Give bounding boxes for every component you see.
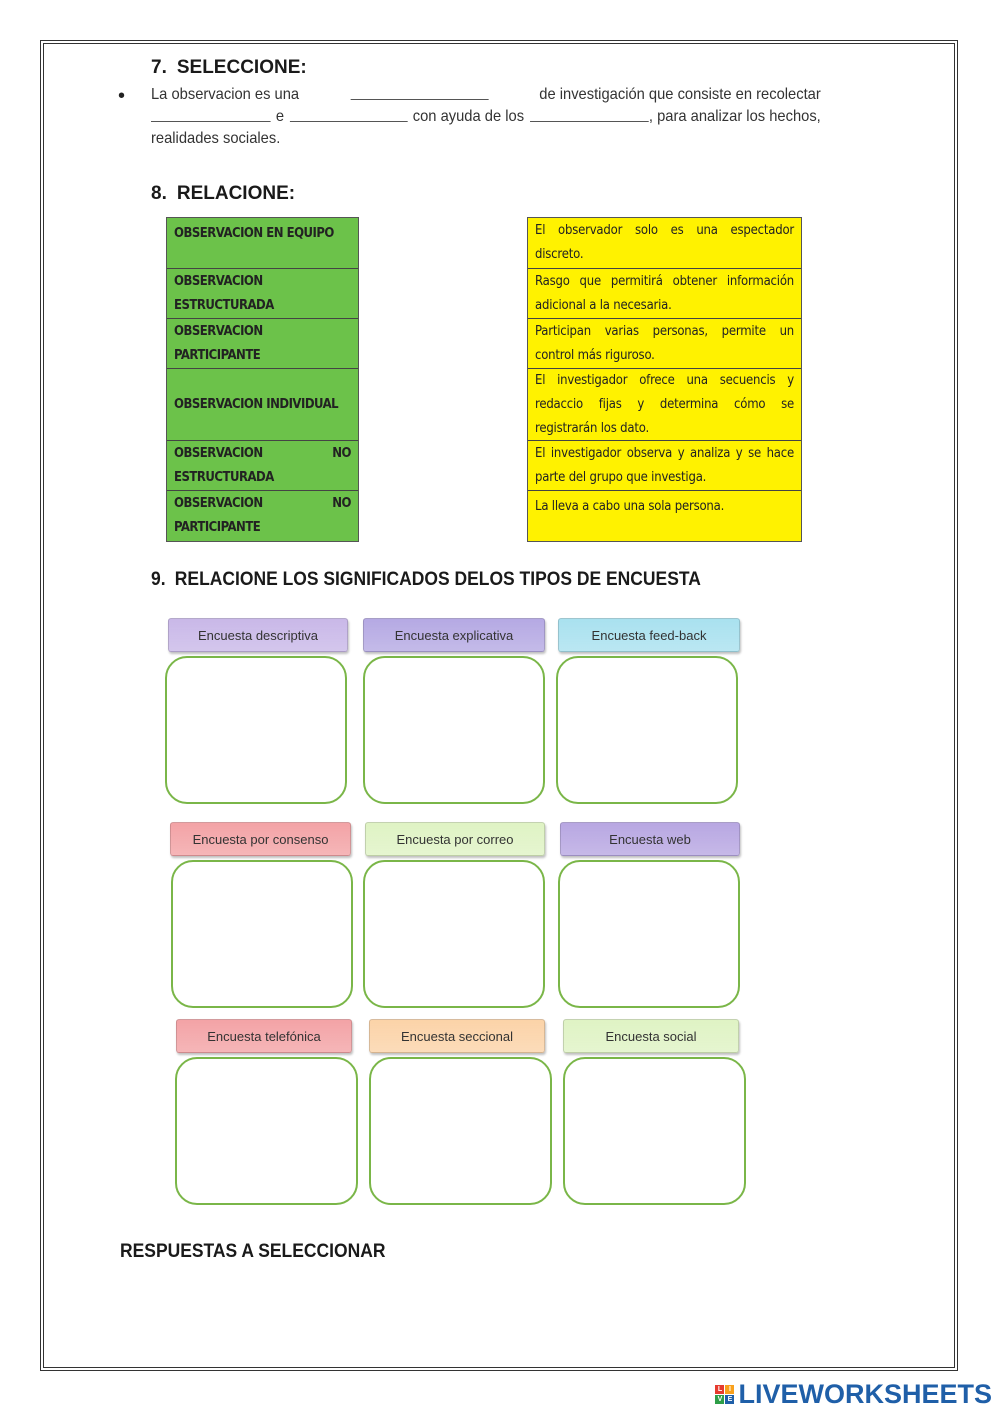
question-9-number: 9. [151, 569, 166, 590]
left-cell[interactable] [167, 319, 358, 369]
q7-text-5: , para analizar los hechos, [648, 108, 821, 125]
question-7-heading: SELECCIONE: [176, 57, 307, 78]
blank-1[interactable] [350, 84, 488, 100]
right-cell[interactable] [528, 319, 801, 369]
blank-2[interactable] [151, 106, 270, 122]
relacione-left-column [166, 217, 359, 542]
answer-box-web[interactable] [558, 860, 740, 1008]
label-text: Encuesta web [609, 831, 691, 847]
right-cell-text: El observador solo es una espectador discreto. [535, 223, 794, 262]
q7-text-6: realidades sociales. [151, 130, 281, 147]
logo-letter: V [715, 1395, 724, 1404]
logo-letter: I [725, 1385, 734, 1394]
answer-box-explicativa[interactable] [363, 656, 545, 804]
answer-box-por-consenso[interactable] [171, 860, 353, 1008]
answers-heading-text: RESPUESTAS A SELECCIONAR [120, 1241, 386, 1262]
left-cell-text: OBSERVACION INDIVIDUAL [174, 396, 339, 412]
left-cell-text: OBSERVACION PARTICIPANTE [174, 323, 263, 363]
left-cell[interactable] [167, 218, 358, 269]
answer-box-por-correo[interactable] [363, 860, 545, 1008]
answer-box-descriptiva[interactable] [165, 656, 347, 804]
label-text: Encuesta seccional [400, 1028, 513, 1044]
answers-heading [120, 1241, 385, 1263]
label-text: Encuesta social [605, 1028, 697, 1044]
label-encuesta-feed-back [558, 618, 740, 652]
liveworksheets-logo-icon [715, 1385, 734, 1404]
relacione-right-column [527, 217, 802, 542]
left-cell-text: OBSERVACION NO PARTICIPANTE [174, 496, 351, 535]
q7-text-4: con ayuda de los [412, 108, 525, 125]
logo-letter: L [715, 1385, 724, 1394]
label-encuesta-descriptiva [168, 618, 348, 652]
right-cell[interactable] [528, 218, 801, 269]
right-cell[interactable] [528, 441, 801, 491]
left-cell[interactable] [167, 369, 358, 441]
label-text: Encuesta por consenso [192, 831, 329, 847]
label-encuesta-telefonica [176, 1019, 352, 1053]
question-7-number: 7. [151, 57, 167, 78]
left-cell[interactable] [167, 441, 358, 491]
label-encuesta-social [563, 1019, 739, 1053]
right-cell-text: Rasgo que permitirá obtener información adicional a la necesaria. [535, 273, 794, 313]
label-encuesta-web [560, 822, 740, 856]
left-cell-text: OBSERVACION NO ESTRUCTURADA [174, 445, 351, 485]
liveworksheets-brand[interactable] [715, 1379, 992, 1409]
question-8-number: 8. [151, 183, 167, 204]
label-text: Encuesta explicativa [394, 627, 514, 643]
label-text: Encuesta feed-back [591, 627, 707, 643]
brand-name: LIVEWORKSHEETS [738, 1378, 992, 1409]
answer-box-social[interactable] [563, 1057, 746, 1205]
left-cell[interactable] [167, 269, 358, 319]
left-cell-text: OBSERVACION ESTRUCTURADA [174, 273, 274, 313]
right-cell[interactable] [528, 269, 801, 319]
right-cell-text: El investigador ofrece una secuencis y redaccio fijas y determina cómo se registrarán los dato. [535, 372, 794, 436]
q7-text-3: e [275, 108, 285, 125]
q7-text-1: La observacion es una [151, 86, 300, 103]
question-8-heading: RELACIONE: [176, 183, 296, 204]
right-cell[interactable] [528, 491, 801, 541]
left-cell[interactable] [167, 491, 358, 541]
label-text: Encuesta telefónica [207, 1028, 321, 1044]
answer-box-feed-back[interactable] [556, 656, 738, 804]
label-encuesta-por-correo [365, 822, 545, 856]
question-7-title [151, 57, 307, 79]
right-cell-text: La lleva a cabo una sola persona. [535, 499, 725, 514]
bullet-dot: • [118, 85, 126, 107]
blank-3[interactable] [290, 106, 408, 122]
right-cell-text: El investigador observa y analiza y se hace parte del grupo que investiga. [535, 445, 794, 485]
question-7-paragraph [151, 84, 821, 150]
label-text: Encuesta por correo [396, 831, 514, 847]
label-text: Encuesta descriptiva [198, 627, 318, 643]
label-encuesta-seccional [369, 1019, 545, 1053]
right-cell-text: Participan varias personas, permite un control más riguroso. [535, 323, 794, 363]
label-encuesta-por-consenso [170, 822, 351, 856]
question-8-title [151, 183, 295, 205]
blank-4[interactable] [530, 106, 649, 122]
logo-letter: E [725, 1395, 734, 1404]
q7-text-2: de investigación que consiste en recolectar [539, 86, 821, 103]
answer-box-telefonica[interactable] [175, 1057, 358, 1205]
left-cell-text: OBSERVACION EN EQUIPO [174, 226, 334, 241]
question-9-heading: RELACIONE LOS SIGNIFICADOS DELOS TIPOS DE ENCUESTA [174, 569, 701, 590]
right-cell[interactable] [528, 369, 801, 441]
label-encuesta-explicativa [363, 618, 545, 652]
answer-box-seccional[interactable] [369, 1057, 552, 1205]
question-9-title [151, 569, 701, 591]
